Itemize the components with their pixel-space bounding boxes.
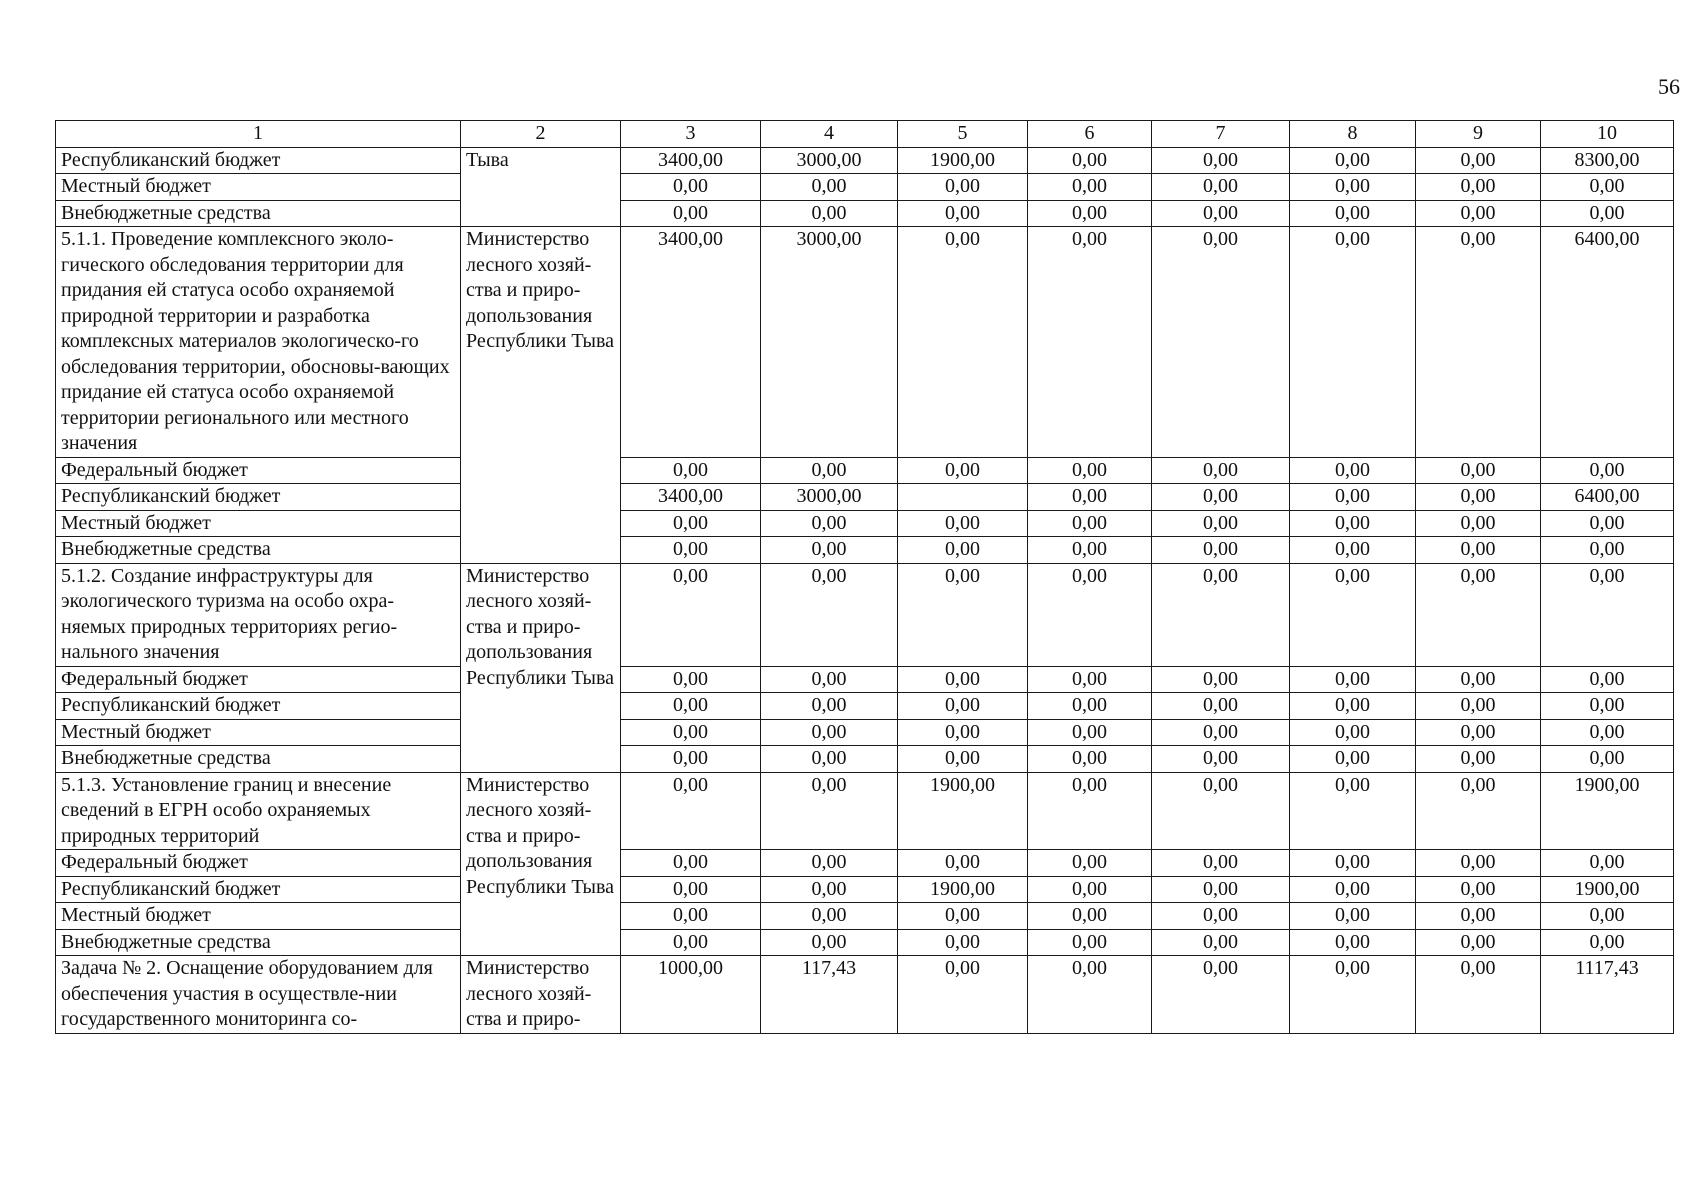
executor-cell: Тыва (461, 147, 621, 227)
table-row (56, 929, 1674, 956)
header-row (56, 121, 1674, 148)
value-cell-col-7: 0,00 (1152, 719, 1290, 746)
value-cell-col-8: 0,00 (1290, 174, 1416, 201)
value-cell-col-4: 0,00 (761, 563, 898, 666)
value-cell-col-5: 0,00 (898, 666, 1028, 693)
value-cell-col-8: 0,00 (1290, 510, 1416, 537)
value-cell-col-10: 0,00 (1541, 174, 1674, 201)
value-cell-col-6: 0,00 (1028, 719, 1152, 746)
value-cell-col-5: 0,00 (898, 850, 1028, 877)
row-name-cell: 5.1.2. Создание инфраструктуры для экологического туризма на особо охра-няемых природных территориях регио-нального значения (56, 563, 461, 666)
value-cell-col-7: 0,00 (1152, 956, 1290, 1034)
table-row (56, 174, 1674, 201)
value-cell-col-9: 0,00 (1416, 746, 1541, 773)
table-row (56, 666, 1674, 693)
value-cell-col-6: 0,00 (1028, 850, 1152, 877)
value-cell-col-4: 0,00 (761, 200, 898, 227)
page-number: 56 (1658, 74, 1680, 99)
value-cell-col-5: 1900,00 (898, 876, 1028, 903)
value-cell-col-10: 0,00 (1541, 666, 1674, 693)
value-cell-col-10: 0,00 (1541, 746, 1674, 773)
value-cell-col-3: 0,00 (621, 746, 761, 773)
value-cell-col-4: 117,43 (761, 956, 898, 1034)
value-cell-col-4: 0,00 (761, 693, 898, 720)
value-cell-col-3: 0,00 (621, 719, 761, 746)
value-cell-col-10: 0,00 (1541, 850, 1674, 877)
value-cell-col-4: 0,00 (761, 876, 898, 903)
value-cell-col-4: 3000,00 (761, 227, 898, 458)
value-cell-col-5: 0,00 (898, 719, 1028, 746)
table-row (56, 510, 1674, 537)
value-cell-col-8: 0,00 (1290, 772, 1416, 850)
executor-cell: Министерство лесного хозяй-ства и приро-допользования Республики Тыва (461, 563, 621, 772)
value-cell-col-6: 0,00 (1028, 666, 1152, 693)
row-name-cell: Республиканский бюджет (56, 147, 461, 174)
value-cell-col-5: 1900,00 (898, 147, 1028, 174)
column-number-8: 8 (1290, 121, 1416, 148)
value-cell-col-5: 0,00 (898, 537, 1028, 564)
value-cell-col-5 (898, 484, 1028, 511)
value-cell-col-8: 0,00 (1290, 719, 1416, 746)
value-cell-col-5: 0,00 (898, 227, 1028, 458)
table-row (56, 147, 1674, 174)
value-cell-col-4: 0,00 (761, 510, 898, 537)
value-cell-col-10: 8300,00 (1541, 147, 1674, 174)
value-cell-col-4: 0,00 (761, 929, 898, 956)
value-cell-col-10: 0,00 (1541, 200, 1674, 227)
value-cell-col-6: 0,00 (1028, 537, 1152, 564)
value-cell-col-9: 0,00 (1416, 537, 1541, 564)
value-cell-col-4: 0,00 (761, 772, 898, 850)
table-row (56, 903, 1674, 930)
value-cell-col-10: 0,00 (1541, 510, 1674, 537)
value-cell-col-4: 0,00 (761, 746, 898, 773)
executor-cell: Министерство лесного хозяй-ства и приро-допользования Республики Тыва (461, 772, 621, 956)
column-number-6: 6 (1028, 121, 1152, 148)
value-cell-col-6: 0,00 (1028, 876, 1152, 903)
table-row (56, 746, 1674, 773)
row-name-cell: Республиканский бюджет (56, 693, 461, 720)
value-cell-col-5: 0,00 (898, 693, 1028, 720)
value-cell-col-8: 0,00 (1290, 876, 1416, 903)
value-cell-col-9: 0,00 (1416, 719, 1541, 746)
value-cell-col-3: 0,00 (621, 666, 761, 693)
value-cell-col-5: 0,00 (898, 200, 1028, 227)
column-number-7: 7 (1152, 121, 1290, 148)
row-name-cell: 5.1.3. Установление границ и внесение сведений в ЕГРН особо охраняемых природных территорий (56, 772, 461, 850)
row-name-cell: Республиканский бюджет (56, 876, 461, 903)
column-number-4: 4 (761, 121, 898, 148)
row-name-cell: Внебюджетные средства (56, 929, 461, 956)
value-cell-col-5: 0,00 (898, 174, 1028, 201)
value-cell-col-6: 0,00 (1028, 174, 1152, 201)
value-cell-col-8: 0,00 (1290, 693, 1416, 720)
value-cell-col-4: 0,00 (761, 903, 898, 930)
value-cell-col-9: 0,00 (1416, 903, 1541, 930)
value-cell-col-10: 1117,43 (1541, 956, 1674, 1034)
value-cell-col-3: 3400,00 (621, 484, 761, 511)
row-name-cell: Местный бюджет (56, 719, 461, 746)
value-cell-col-10: 0,00 (1541, 693, 1674, 720)
executor-cell: Министерство лесного хозяй-ства и приро- (461, 956, 621, 1034)
table-row (56, 956, 1674, 1034)
row-name-cell: Задача № 2. Оснащение оборудованием для обеспечения участия в осуществле-нии государственного мониторинга со- (56, 956, 461, 1034)
row-name-cell: Федеральный бюджет (56, 850, 461, 877)
value-cell-col-6: 0,00 (1028, 563, 1152, 666)
table-row (56, 850, 1674, 877)
row-name-cell: Местный бюджет (56, 903, 461, 930)
value-cell-col-7: 0,00 (1152, 147, 1290, 174)
value-cell-col-10: 1900,00 (1541, 876, 1674, 903)
value-cell-col-3: 0,00 (621, 510, 761, 537)
value-cell-col-5: 0,00 (898, 903, 1028, 930)
value-cell-col-7: 0,00 (1152, 929, 1290, 956)
row-name-cell: Внебюджетные средства (56, 200, 461, 227)
column-number-9: 9 (1416, 121, 1541, 148)
row-name-cell: Федеральный бюджет (56, 457, 461, 484)
value-cell-col-9: 0,00 (1416, 484, 1541, 511)
table-row (56, 719, 1674, 746)
value-cell-col-9: 0,00 (1416, 510, 1541, 537)
value-cell-col-9: 0,00 (1416, 147, 1541, 174)
value-cell-col-6: 0,00 (1028, 956, 1152, 1034)
value-cell-col-4: 0,00 (761, 850, 898, 877)
value-cell-col-6: 0,00 (1028, 457, 1152, 484)
value-cell-col-6: 0,00 (1028, 147, 1152, 174)
value-cell-col-7: 0,00 (1152, 850, 1290, 877)
value-cell-col-8: 0,00 (1290, 484, 1416, 511)
value-cell-col-5: 0,00 (898, 510, 1028, 537)
value-cell-col-4: 3000,00 (761, 484, 898, 511)
value-cell-col-3: 0,00 (621, 772, 761, 850)
value-cell-col-7: 0,00 (1152, 666, 1290, 693)
value-cell-col-10: 6400,00 (1541, 227, 1674, 458)
row-name-cell: 5.1.1. Проведение комплексного эколо-гического обследования территории для придания ей статуса особо охраняемой природной территории и разработка комплексных материалов экологическо-го обследования территории, обосновы-вающих придание ей статуса особо охраняемой территории регионального или местного значения (56, 227, 461, 458)
row-name-cell: Внебюджетные средства (56, 537, 461, 564)
row-name-cell: Внебюджетные средства (56, 746, 461, 773)
value-cell-col-6: 0,00 (1028, 772, 1152, 850)
value-cell-col-10: 6400,00 (1541, 484, 1674, 511)
value-cell-col-8: 0,00 (1290, 666, 1416, 693)
value-cell-col-9: 0,00 (1416, 563, 1541, 666)
value-cell-col-5: 1900,00 (898, 772, 1028, 850)
value-cell-col-7: 0,00 (1152, 484, 1290, 511)
value-cell-col-9: 0,00 (1416, 693, 1541, 720)
value-cell-col-6: 0,00 (1028, 227, 1152, 458)
table-row (56, 772, 1674, 850)
value-cell-col-10: 0,00 (1541, 903, 1674, 930)
column-number-10: 10 (1541, 121, 1674, 148)
value-cell-col-7: 0,00 (1152, 537, 1290, 564)
value-cell-col-7: 0,00 (1152, 693, 1290, 720)
value-cell-col-9: 0,00 (1416, 174, 1541, 201)
value-cell-col-4: 0,00 (761, 457, 898, 484)
value-cell-col-3: 0,00 (621, 537, 761, 564)
value-cell-col-4: 0,00 (761, 537, 898, 564)
value-cell-col-7: 0,00 (1152, 510, 1290, 537)
value-cell-col-5: 0,00 (898, 746, 1028, 773)
value-cell-col-9: 0,00 (1416, 457, 1541, 484)
executor-cell: Министерство лесного хозяй-ства и приро-допользования Республики Тыва (461, 227, 621, 564)
value-cell-col-6: 0,00 (1028, 510, 1152, 537)
value-cell-col-3: 0,00 (621, 563, 761, 666)
value-cell-col-5: 0,00 (898, 563, 1028, 666)
value-cell-col-3: 1000,00 (621, 956, 761, 1034)
value-cell-col-3: 0,00 (621, 876, 761, 903)
value-cell-col-8: 0,00 (1290, 850, 1416, 877)
value-cell-col-5: 0,00 (898, 929, 1028, 956)
value-cell-col-7: 0,00 (1152, 563, 1290, 666)
value-cell-col-9: 0,00 (1416, 200, 1541, 227)
value-cell-col-8: 0,00 (1290, 200, 1416, 227)
budget-table (55, 120, 1674, 1034)
value-cell-col-7: 0,00 (1152, 174, 1290, 201)
value-cell-col-3: 0,00 (621, 693, 761, 720)
value-cell-col-8: 0,00 (1290, 537, 1416, 564)
value-cell-col-10: 0,00 (1541, 563, 1674, 666)
column-number-3: 3 (621, 121, 761, 148)
value-cell-col-9: 0,00 (1416, 956, 1541, 1034)
value-cell-col-4: 0,00 (761, 719, 898, 746)
table-row (56, 457, 1674, 484)
value-cell-col-4: 0,00 (761, 666, 898, 693)
value-cell-col-9: 0,00 (1416, 772, 1541, 850)
value-cell-col-3: 0,00 (621, 457, 761, 484)
value-cell-col-3: 0,00 (621, 174, 761, 201)
value-cell-col-5: 0,00 (898, 457, 1028, 484)
value-cell-col-3: 0,00 (621, 903, 761, 930)
value-cell-col-3: 0,00 (621, 850, 761, 877)
row-name-cell: Местный бюджет (56, 510, 461, 537)
budget-table-body (56, 121, 1674, 1034)
value-cell-col-3: 0,00 (621, 929, 761, 956)
value-cell-col-8: 0,00 (1290, 563, 1416, 666)
column-number-2: 2 (461, 121, 621, 148)
value-cell-col-6: 0,00 (1028, 693, 1152, 720)
value-cell-col-7: 0,00 (1152, 876, 1290, 903)
value-cell-col-6: 0,00 (1028, 746, 1152, 773)
value-cell-col-9: 0,00 (1416, 929, 1541, 956)
value-cell-col-6: 0,00 (1028, 200, 1152, 227)
value-cell-col-7: 0,00 (1152, 200, 1290, 227)
value-cell-col-7: 0,00 (1152, 457, 1290, 484)
value-cell-col-3: 3400,00 (621, 227, 761, 458)
row-name-cell: Местный бюджет (56, 174, 461, 201)
row-name-cell: Федеральный бюджет (56, 666, 461, 693)
value-cell-col-8: 0,00 (1290, 746, 1416, 773)
value-cell-col-3: 3400,00 (621, 147, 761, 174)
value-cell-col-3: 0,00 (621, 200, 761, 227)
value-cell-col-4: 3000,00 (761, 147, 898, 174)
value-cell-col-4: 0,00 (761, 174, 898, 201)
table-row (56, 876, 1674, 903)
column-number-1: 1 (56, 121, 461, 148)
value-cell-col-8: 0,00 (1290, 147, 1416, 174)
value-cell-col-9: 0,00 (1416, 227, 1541, 458)
value-cell-col-7: 0,00 (1152, 903, 1290, 930)
value-cell-col-8: 0,00 (1290, 903, 1416, 930)
value-cell-col-5: 0,00 (898, 956, 1028, 1034)
value-cell-col-10: 0,00 (1541, 537, 1674, 564)
table-row (56, 563, 1674, 666)
value-cell-col-9: 0,00 (1416, 876, 1541, 903)
value-cell-col-8: 0,00 (1290, 227, 1416, 458)
table-row (56, 200, 1674, 227)
table-row (56, 227, 1674, 458)
table-row (56, 537, 1674, 564)
value-cell-col-7: 0,00 (1152, 227, 1290, 458)
value-cell-col-6: 0,00 (1028, 484, 1152, 511)
value-cell-col-10: 1900,00 (1541, 772, 1674, 850)
value-cell-col-10: 0,00 (1541, 929, 1674, 956)
table-row (56, 693, 1674, 720)
value-cell-col-7: 0,00 (1152, 746, 1290, 773)
table-row (56, 484, 1674, 511)
value-cell-col-7: 0,00 (1152, 772, 1290, 850)
value-cell-col-8: 0,00 (1290, 956, 1416, 1034)
value-cell-col-8: 0,00 (1290, 457, 1416, 484)
value-cell-col-6: 0,00 (1028, 903, 1152, 930)
value-cell-col-9: 0,00 (1416, 850, 1541, 877)
row-name-cell: Республиканский бюджет (56, 484, 461, 511)
column-number-5: 5 (898, 121, 1028, 148)
value-cell-col-6: 0,00 (1028, 929, 1152, 956)
value-cell-col-8: 0,00 (1290, 929, 1416, 956)
value-cell-col-9: 0,00 (1416, 666, 1541, 693)
value-cell-col-10: 0,00 (1541, 719, 1674, 746)
value-cell-col-10: 0,00 (1541, 457, 1674, 484)
